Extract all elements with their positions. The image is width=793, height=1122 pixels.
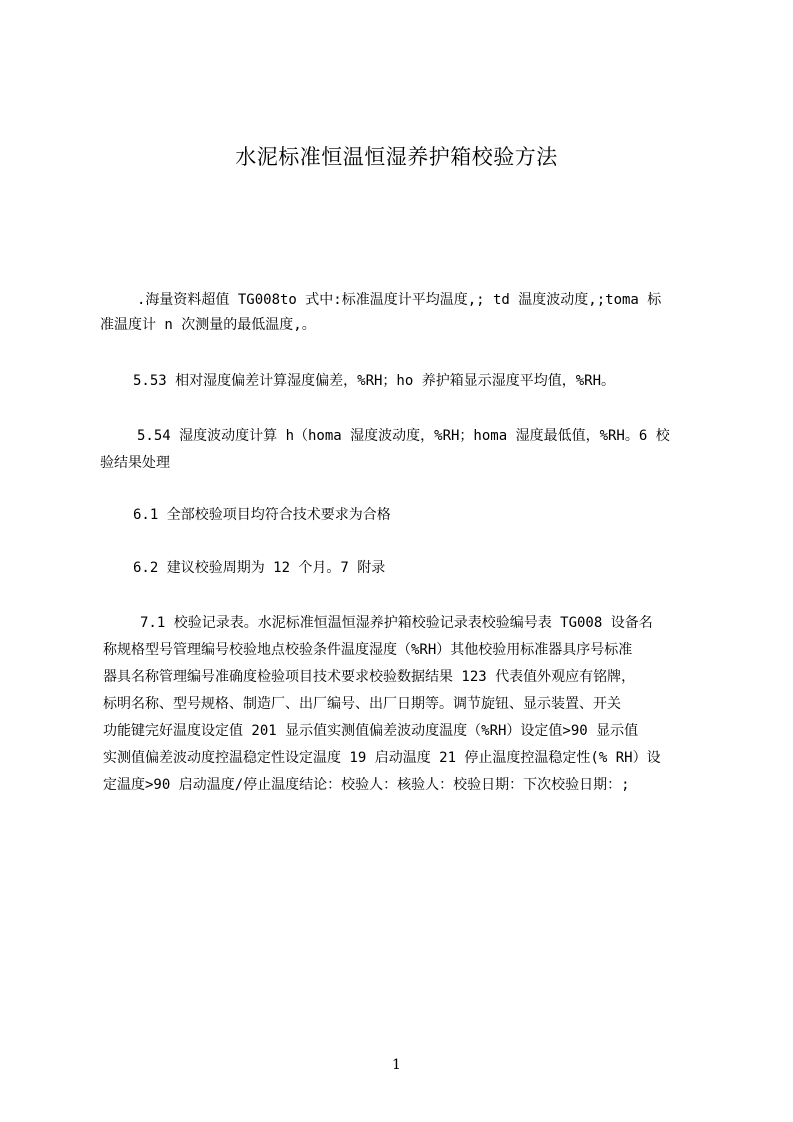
page-number: 1: [392, 1057, 401, 1073]
paragraph-7-1: [103, 610, 700, 798]
paragraph-line: 准温度计 n 次测量的最低温度,。: [100, 317, 316, 333]
paragraph-line: 5.54 湿度波动度计算 h（homa 湿度波动度，%RH；homa 湿度最低值，%RH。6 校: [137, 428, 670, 444]
paragraph-line: 功能键完好温度设定值 201 显示值实测值偏差波动度温度（%RH）设定值>90 显示值: [103, 723, 639, 739]
paragraph-line: 5.53 相对湿度偏差计算湿度偏差，%RH；ho 养护箱显示湿度平均值，%RH。: [133, 373, 616, 389]
paragraph-line: 6.2 建议校验周期为 12 个月。7 附录: [133, 560, 386, 576]
paragraph-6-2: [100, 555, 700, 581]
paragraph-line: 标明名称、型号规格、制造厂、出厂编号、出厂日期等。调节旋钮、显示装置、开关: [103, 696, 621, 712]
paragraph-line: .海量资料超值 TG008to 式中:标准温度计平均温度,; td 温度波动度,;toma 标: [137, 292, 662, 308]
paragraph-5-53: [100, 368, 700, 394]
paragraph-6-1: [100, 502, 700, 528]
paragraph-line: 实测值偏差波动度控温稳定性设定温度 19 启动温度 21 停止温度控温稳定性(% RH）设: [103, 750, 661, 766]
paragraph-5-54: [100, 423, 700, 476]
document-title: 水泥标准恒温恒湿养护箱校验方法: [235, 145, 558, 169]
paragraph-line: 6.1 全部校验项目均符合技术要求为合格: [133, 507, 391, 523]
paragraph-line: 7.1 校验记录表。水泥标准恒温恒湿养护箱校验记录表校验编号表 TG008 设备名: [140, 615, 653, 631]
paragraph-line: 验结果处理: [100, 455, 170, 471]
paragraph-line: 称规格型号管理编号校验地点校验条件温度湿度（%RH）其他校验用标准器具序号标准: [103, 642, 633, 658]
paragraph-temperature-formula: [100, 287, 700, 338]
paragraph-line: 器具名称管理编号准确度检验项目技术要求校验数据结果 123 代表值外观应有铭牌，: [103, 669, 636, 685]
paragraph-line: 定温度>90 启动温度/停止温度结论：校验人：核验人：校验日期：下次校验日期：;: [103, 777, 630, 793]
